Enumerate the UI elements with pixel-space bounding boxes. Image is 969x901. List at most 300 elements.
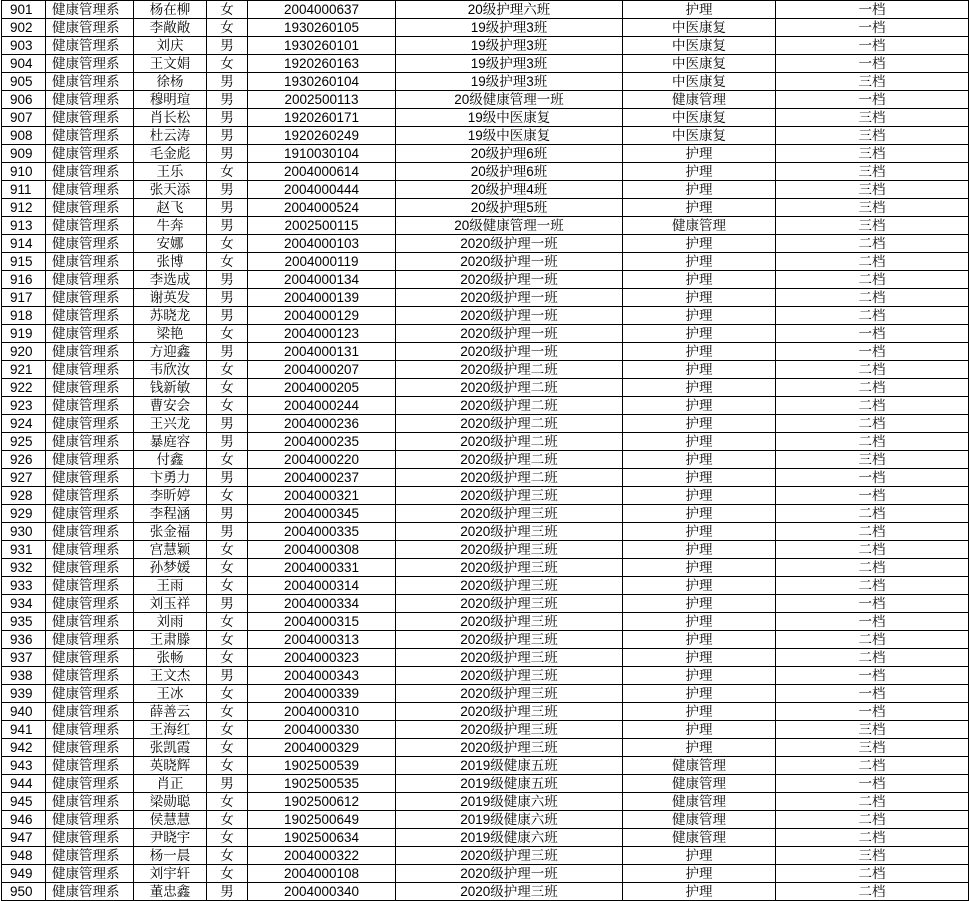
student-id-cell: 1930260105 bbox=[248, 19, 396, 37]
grant-level-cell: 二档 bbox=[776, 649, 969, 667]
grant-level-cell: 一档 bbox=[776, 469, 969, 487]
table-row bbox=[2, 775, 969, 793]
gender-cell: 女 bbox=[207, 757, 248, 775]
row-number-cell: 949 bbox=[2, 865, 46, 883]
row-number-cell: 922 bbox=[2, 379, 46, 397]
department-cell: 健康管理系 bbox=[46, 847, 134, 865]
student-id-cell: 1902500634 bbox=[248, 829, 396, 847]
department-cell: 健康管理系 bbox=[46, 289, 134, 307]
gender-cell: 男 bbox=[207, 505, 248, 523]
class-cell: 2020级护理三班 bbox=[396, 541, 623, 559]
grant-level-cell: 一档 bbox=[776, 703, 969, 721]
department-cell: 健康管理系 bbox=[46, 865, 134, 883]
student-id-cell: 2004000205 bbox=[248, 379, 396, 397]
major-cell: 护理 bbox=[623, 1, 776, 19]
grant-level-cell: 二档 bbox=[776, 559, 969, 577]
gender-cell: 女 bbox=[207, 703, 248, 721]
department-cell: 健康管理系 bbox=[46, 181, 134, 199]
class-cell: 2019级健康五班 bbox=[396, 757, 623, 775]
grant-level-cell: 二档 bbox=[776, 505, 969, 523]
gender-cell: 女 bbox=[207, 829, 248, 847]
table-row bbox=[2, 217, 969, 235]
row-number-cell: 946 bbox=[2, 811, 46, 829]
row-number-cell: 907 bbox=[2, 109, 46, 127]
major-cell: 护理 bbox=[623, 361, 776, 379]
row-number-cell: 933 bbox=[2, 577, 46, 595]
student-id-cell: 1930260101 bbox=[248, 37, 396, 55]
student-id-cell: 2004000207 bbox=[248, 361, 396, 379]
grant-level-cell: 一档 bbox=[776, 595, 969, 613]
major-cell: 护理 bbox=[623, 415, 776, 433]
table-row bbox=[2, 181, 969, 199]
table-row bbox=[2, 235, 969, 253]
gender-cell: 男 bbox=[207, 37, 248, 55]
student-id-cell: 2004000315 bbox=[248, 613, 396, 631]
table-row bbox=[2, 739, 969, 757]
gender-cell: 女 bbox=[207, 397, 248, 415]
row-number-cell: 901 bbox=[2, 1, 46, 19]
student-id-cell: 2004000310 bbox=[248, 703, 396, 721]
student-name-cell: 钱新敏 bbox=[134, 379, 207, 397]
class-cell: 20级护理6班 bbox=[396, 145, 623, 163]
row-number-cell: 928 bbox=[2, 487, 46, 505]
student-id-cell: 2004000637 bbox=[248, 1, 396, 19]
major-cell: 护理 bbox=[623, 523, 776, 541]
department-cell: 健康管理系 bbox=[46, 127, 134, 145]
grant-level-cell: 二档 bbox=[776, 271, 969, 289]
major-cell: 健康管理 bbox=[623, 91, 776, 109]
table-row bbox=[2, 199, 969, 217]
student-id-cell: 1902500612 bbox=[248, 793, 396, 811]
major-cell: 护理 bbox=[623, 379, 776, 397]
department-cell: 健康管理系 bbox=[46, 343, 134, 361]
student-name-cell: 薛善云 bbox=[134, 703, 207, 721]
class-cell: 2019级健康六班 bbox=[396, 793, 623, 811]
student-id-cell: 2004000123 bbox=[248, 325, 396, 343]
department-cell: 健康管理系 bbox=[46, 667, 134, 685]
class-cell: 2020级护理三班 bbox=[396, 523, 623, 541]
class-cell: 2020级护理三班 bbox=[396, 613, 623, 631]
class-cell: 2020级护理一班 bbox=[396, 253, 623, 271]
major-cell: 护理 bbox=[623, 199, 776, 217]
gender-cell: 男 bbox=[207, 883, 248, 901]
gender-cell: 女 bbox=[207, 847, 248, 865]
grant-level-cell: 二档 bbox=[776, 307, 969, 325]
row-number-cell: 921 bbox=[2, 361, 46, 379]
table-row bbox=[2, 325, 969, 343]
grant-level-cell: 一档 bbox=[776, 343, 969, 361]
class-cell: 2020级护理一班 bbox=[396, 235, 623, 253]
row-number-cell: 924 bbox=[2, 415, 46, 433]
row-number-cell: 945 bbox=[2, 793, 46, 811]
student-id-cell: 2004000335 bbox=[248, 523, 396, 541]
major-cell: 护理 bbox=[623, 145, 776, 163]
grant-level-cell: 二档 bbox=[776, 361, 969, 379]
row-number-cell: 915 bbox=[2, 253, 46, 271]
table-row bbox=[2, 487, 969, 505]
student-name-cell: 张天添 bbox=[134, 181, 207, 199]
major-cell: 健康管理 bbox=[623, 793, 776, 811]
table-row bbox=[2, 811, 969, 829]
row-number-cell: 935 bbox=[2, 613, 46, 631]
department-cell: 健康管理系 bbox=[46, 793, 134, 811]
gender-cell: 女 bbox=[207, 811, 248, 829]
grant-level-cell: 二档 bbox=[776, 577, 969, 595]
department-cell: 健康管理系 bbox=[46, 73, 134, 91]
gender-cell: 男 bbox=[207, 91, 248, 109]
student-id-cell: 1930260104 bbox=[248, 73, 396, 91]
major-cell: 护理 bbox=[623, 181, 776, 199]
row-number-cell: 912 bbox=[2, 199, 46, 217]
student-name-cell: 王冰 bbox=[134, 685, 207, 703]
student-id-cell: 2004000103 bbox=[248, 235, 396, 253]
class-cell: 19级中医康复 bbox=[396, 127, 623, 145]
gender-cell: 男 bbox=[207, 289, 248, 307]
gender-cell: 男 bbox=[207, 667, 248, 685]
student-name-cell: 董忠鑫 bbox=[134, 883, 207, 901]
grant-level-cell: 一档 bbox=[776, 37, 969, 55]
class-cell: 20级健康管理一班 bbox=[396, 217, 623, 235]
major-cell: 护理 bbox=[623, 847, 776, 865]
student-name-cell: 梁艳 bbox=[134, 325, 207, 343]
row-number-cell: 927 bbox=[2, 469, 46, 487]
major-cell: 健康管理 bbox=[623, 757, 776, 775]
class-cell: 2020级护理三班 bbox=[396, 667, 623, 685]
grant-level-cell: 一档 bbox=[776, 19, 969, 37]
table-row bbox=[2, 883, 969, 901]
gender-cell: 男 bbox=[207, 595, 248, 613]
class-cell: 2019级健康六班 bbox=[396, 829, 623, 847]
student-name-cell: 张畅 bbox=[134, 649, 207, 667]
row-number-cell: 925 bbox=[2, 433, 46, 451]
table-row bbox=[2, 667, 969, 685]
department-cell: 健康管理系 bbox=[46, 541, 134, 559]
table-row bbox=[2, 379, 969, 397]
student-id-cell: 2004000323 bbox=[248, 649, 396, 667]
department-cell: 健康管理系 bbox=[46, 451, 134, 469]
major-cell: 中医康复 bbox=[623, 19, 776, 37]
table-row bbox=[2, 289, 969, 307]
major-cell: 护理 bbox=[623, 235, 776, 253]
department-cell: 健康管理系 bbox=[46, 1, 134, 19]
student-id-cell: 2004000134 bbox=[248, 271, 396, 289]
department-cell: 健康管理系 bbox=[46, 235, 134, 253]
student-id-cell: 2004000237 bbox=[248, 469, 396, 487]
student-id-cell: 1920260249 bbox=[248, 127, 396, 145]
student-id-cell: 2004000330 bbox=[248, 721, 396, 739]
gender-cell: 男 bbox=[207, 181, 248, 199]
row-number-cell: 916 bbox=[2, 271, 46, 289]
gender-cell: 男 bbox=[207, 775, 248, 793]
table-row bbox=[2, 541, 969, 559]
class-cell: 2020级护理三班 bbox=[396, 721, 623, 739]
department-cell: 健康管理系 bbox=[46, 469, 134, 487]
table-row bbox=[2, 469, 969, 487]
class-cell: 2020级护理三班 bbox=[396, 505, 623, 523]
department-cell: 健康管理系 bbox=[46, 739, 134, 757]
major-cell: 中医康复 bbox=[623, 73, 776, 91]
row-number-cell: 934 bbox=[2, 595, 46, 613]
grant-level-cell: 三档 bbox=[776, 127, 969, 145]
class-cell: 2020级护理二班 bbox=[396, 397, 623, 415]
department-cell: 健康管理系 bbox=[46, 163, 134, 181]
grant-level-cell: 二档 bbox=[776, 865, 969, 883]
row-number-cell: 908 bbox=[2, 127, 46, 145]
gender-cell: 女 bbox=[207, 541, 248, 559]
grant-level-cell: 三档 bbox=[776, 145, 969, 163]
major-cell: 护理 bbox=[623, 271, 776, 289]
class-cell: 2020级护理二班 bbox=[396, 361, 623, 379]
student-name-cell: 苏晓龙 bbox=[134, 307, 207, 325]
student-name-cell: 肖正 bbox=[134, 775, 207, 793]
table-row bbox=[2, 307, 969, 325]
table-row bbox=[2, 721, 969, 739]
row-number-cell: 910 bbox=[2, 163, 46, 181]
student-name-cell: 肖长松 bbox=[134, 109, 207, 127]
department-cell: 健康管理系 bbox=[46, 199, 134, 217]
row-number-cell: 905 bbox=[2, 73, 46, 91]
class-cell: 2020级护理一班 bbox=[396, 325, 623, 343]
gender-cell: 女 bbox=[207, 325, 248, 343]
class-cell: 2020级护理一班 bbox=[396, 307, 623, 325]
gender-cell: 女 bbox=[207, 739, 248, 757]
department-cell: 健康管理系 bbox=[46, 415, 134, 433]
grant-level-cell: 二档 bbox=[776, 415, 969, 433]
department-cell: 健康管理系 bbox=[46, 37, 134, 55]
department-cell: 健康管理系 bbox=[46, 649, 134, 667]
class-cell: 2020级护理三班 bbox=[396, 847, 623, 865]
major-cell: 护理 bbox=[623, 505, 776, 523]
student-name-cell: 刘玉祥 bbox=[134, 595, 207, 613]
major-cell: 护理 bbox=[623, 721, 776, 739]
student-name-cell: 刘庆 bbox=[134, 37, 207, 55]
student-name-cell: 穆明瑄 bbox=[134, 91, 207, 109]
student-name-cell: 李昕婷 bbox=[134, 487, 207, 505]
grant-level-cell: 三档 bbox=[776, 109, 969, 127]
department-cell: 健康管理系 bbox=[46, 685, 134, 703]
major-cell: 护理 bbox=[623, 325, 776, 343]
table-row bbox=[2, 685, 969, 703]
class-cell: 2020级护理二班 bbox=[396, 451, 623, 469]
student-name-cell: 张凯霞 bbox=[134, 739, 207, 757]
gender-cell: 女 bbox=[207, 631, 248, 649]
grant-level-cell: 一档 bbox=[776, 325, 969, 343]
major-cell: 健康管理 bbox=[623, 775, 776, 793]
department-cell: 健康管理系 bbox=[46, 217, 134, 235]
class-cell: 2019级健康五班 bbox=[396, 775, 623, 793]
student-id-cell: 1902500535 bbox=[248, 775, 396, 793]
gender-cell: 女 bbox=[207, 253, 248, 271]
major-cell: 护理 bbox=[623, 343, 776, 361]
student-id-cell: 2004000220 bbox=[248, 451, 396, 469]
class-cell: 2020级护理三班 bbox=[396, 559, 623, 577]
gender-cell: 女 bbox=[207, 649, 248, 667]
student-id-cell: 2002500113 bbox=[248, 91, 396, 109]
grant-level-cell: 二档 bbox=[776, 793, 969, 811]
student-id-cell: 1920260171 bbox=[248, 109, 396, 127]
student-name-cell: 尹晓宇 bbox=[134, 829, 207, 847]
grant-level-cell: 三档 bbox=[776, 217, 969, 235]
student-name-cell: 牛奔 bbox=[134, 217, 207, 235]
department-cell: 健康管理系 bbox=[46, 829, 134, 847]
major-cell: 护理 bbox=[623, 469, 776, 487]
department-cell: 健康管理系 bbox=[46, 631, 134, 649]
student-name-cell: 毛金彪 bbox=[134, 145, 207, 163]
class-cell: 2020级护理三班 bbox=[396, 595, 623, 613]
table-row bbox=[2, 397, 969, 415]
major-cell: 护理 bbox=[623, 253, 776, 271]
grant-level-cell: 三档 bbox=[776, 199, 969, 217]
grant-level-cell: 一档 bbox=[776, 775, 969, 793]
major-cell: 护理 bbox=[623, 559, 776, 577]
student-grant-table bbox=[1, 0, 969, 901]
class-cell: 2020级护理三班 bbox=[396, 739, 623, 757]
student-id-cell: 2004000314 bbox=[248, 577, 396, 595]
gender-cell: 女 bbox=[207, 793, 248, 811]
row-number-cell: 909 bbox=[2, 145, 46, 163]
gender-cell: 男 bbox=[207, 145, 248, 163]
major-cell: 护理 bbox=[623, 613, 776, 631]
table-body bbox=[2, 1, 969, 901]
table-row bbox=[2, 1, 969, 19]
grant-level-cell: 三档 bbox=[776, 847, 969, 865]
class-cell: 2020级护理三班 bbox=[396, 649, 623, 667]
grant-level-cell: 一档 bbox=[776, 91, 969, 109]
department-cell: 健康管理系 bbox=[46, 109, 134, 127]
major-cell: 中医康复 bbox=[623, 109, 776, 127]
student-name-cell: 刘雨 bbox=[134, 613, 207, 631]
student-id-cell: 1920260163 bbox=[248, 55, 396, 73]
class-cell: 2020级护理三班 bbox=[396, 631, 623, 649]
student-id-cell: 2004000308 bbox=[248, 541, 396, 559]
gender-cell: 男 bbox=[207, 73, 248, 91]
class-cell: 19级护理3班 bbox=[396, 73, 623, 91]
table-row bbox=[2, 163, 969, 181]
table-row bbox=[2, 73, 969, 91]
row-number-cell: 937 bbox=[2, 649, 46, 667]
grant-level-cell: 三档 bbox=[776, 721, 969, 739]
grant-level-cell: 三档 bbox=[776, 163, 969, 181]
student-name-cell: 梁勋聪 bbox=[134, 793, 207, 811]
student-name-cell: 李敞敞 bbox=[134, 19, 207, 37]
class-cell: 20级护理6班 bbox=[396, 163, 623, 181]
major-cell: 健康管理 bbox=[623, 829, 776, 847]
gender-cell: 男 bbox=[207, 343, 248, 361]
major-cell: 护理 bbox=[623, 577, 776, 595]
major-cell: 护理 bbox=[623, 541, 776, 559]
class-cell: 2020级护理三班 bbox=[396, 703, 623, 721]
class-cell: 2019级健康六班 bbox=[396, 811, 623, 829]
student-name-cell: 孙梦媛 bbox=[134, 559, 207, 577]
grant-level-cell: 一档 bbox=[776, 55, 969, 73]
student-name-cell: 张金福 bbox=[134, 523, 207, 541]
class-cell: 20级护理5班 bbox=[396, 199, 623, 217]
grant-level-cell: 一档 bbox=[776, 667, 969, 685]
row-number-cell: 940 bbox=[2, 703, 46, 721]
row-number-cell: 942 bbox=[2, 739, 46, 757]
class-cell: 2020级护理三班 bbox=[396, 883, 623, 901]
student-id-cell: 2004000119 bbox=[248, 253, 396, 271]
department-cell: 健康管理系 bbox=[46, 271, 134, 289]
student-id-cell: 2004000334 bbox=[248, 595, 396, 613]
row-number-cell: 947 bbox=[2, 829, 46, 847]
gender-cell: 男 bbox=[207, 217, 248, 235]
class-cell: 20级护理4班 bbox=[396, 181, 623, 199]
grant-level-cell: 二档 bbox=[776, 757, 969, 775]
student-id-cell: 2004000235 bbox=[248, 433, 396, 451]
student-id-cell: 1910030104 bbox=[248, 145, 396, 163]
gender-cell: 女 bbox=[207, 613, 248, 631]
table-row bbox=[2, 253, 969, 271]
grant-level-cell: 二档 bbox=[776, 397, 969, 415]
student-name-cell: 李选成 bbox=[134, 271, 207, 289]
gender-cell: 男 bbox=[207, 199, 248, 217]
major-cell: 健康管理 bbox=[623, 811, 776, 829]
gender-cell: 女 bbox=[207, 685, 248, 703]
table-row bbox=[2, 343, 969, 361]
gender-cell: 女 bbox=[207, 721, 248, 739]
department-cell: 健康管理系 bbox=[46, 379, 134, 397]
table-row bbox=[2, 55, 969, 73]
row-number-cell: 950 bbox=[2, 883, 46, 901]
row-number-cell: 948 bbox=[2, 847, 46, 865]
student-name-cell: 宫慧颖 bbox=[134, 541, 207, 559]
gender-cell: 男 bbox=[207, 307, 248, 325]
table-row bbox=[2, 577, 969, 595]
major-cell: 护理 bbox=[623, 451, 776, 469]
gender-cell: 男 bbox=[207, 271, 248, 289]
row-number-cell: 939 bbox=[2, 685, 46, 703]
department-cell: 健康管理系 bbox=[46, 397, 134, 415]
student-id-cell: 1902500649 bbox=[248, 811, 396, 829]
student-name-cell: 李程涵 bbox=[134, 505, 207, 523]
row-number-cell: 930 bbox=[2, 523, 46, 541]
student-id-cell: 2004000244 bbox=[248, 397, 396, 415]
student-name-cell: 王海红 bbox=[134, 721, 207, 739]
department-cell: 健康管理系 bbox=[46, 613, 134, 631]
major-cell: 护理 bbox=[623, 649, 776, 667]
grant-level-cell: 二档 bbox=[776, 883, 969, 901]
major-cell: 护理 bbox=[623, 631, 776, 649]
student-id-cell: 2004000343 bbox=[248, 667, 396, 685]
row-number-cell: 917 bbox=[2, 289, 46, 307]
table-row bbox=[2, 127, 969, 145]
department-cell: 健康管理系 bbox=[46, 757, 134, 775]
major-cell: 中医康复 bbox=[623, 37, 776, 55]
gender-cell: 女 bbox=[207, 865, 248, 883]
student-id-cell: 1902500539 bbox=[248, 757, 396, 775]
grant-level-cell: 二档 bbox=[776, 829, 969, 847]
student-id-cell: 2004000131 bbox=[248, 343, 396, 361]
department-cell: 健康管理系 bbox=[46, 361, 134, 379]
class-cell: 2020级护理一班 bbox=[396, 865, 623, 883]
gender-cell: 女 bbox=[207, 451, 248, 469]
gender-cell: 女 bbox=[207, 379, 248, 397]
gender-cell: 男 bbox=[207, 523, 248, 541]
row-number-cell: 944 bbox=[2, 775, 46, 793]
table-row bbox=[2, 271, 969, 289]
gender-cell: 女 bbox=[207, 55, 248, 73]
gender-cell: 女 bbox=[207, 1, 248, 19]
grant-level-cell: 二档 bbox=[776, 289, 969, 307]
student-name-cell: 付鑫 bbox=[134, 451, 207, 469]
gender-cell: 女 bbox=[207, 235, 248, 253]
row-number-cell: 903 bbox=[2, 37, 46, 55]
table-row bbox=[2, 649, 969, 667]
student-id-cell: 2004000129 bbox=[248, 307, 396, 325]
row-number-cell: 902 bbox=[2, 19, 46, 37]
major-cell: 中医康复 bbox=[623, 127, 776, 145]
